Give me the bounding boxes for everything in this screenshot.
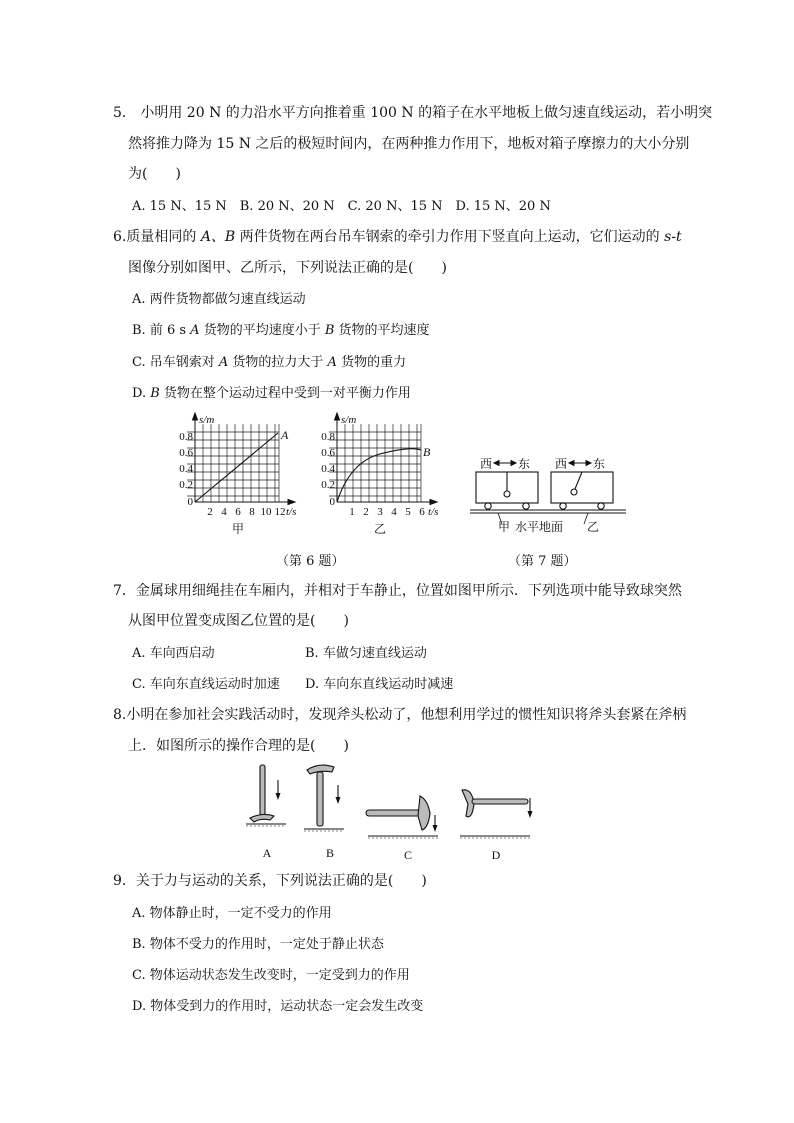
graph-b bbox=[310, 412, 450, 538]
east-label-right: 东 bbox=[593, 457, 606, 471]
q6-italic: A bbox=[190, 323, 200, 338]
q6-text: 6.质量相同的 bbox=[113, 229, 201, 245]
y-tick: 0.6 bbox=[321, 447, 335, 459]
q6-italic: B bbox=[150, 386, 160, 401]
q5-line2: 然将推力降为 15 N 之后的极短时间内，在两种推力作用下，地板对箱子摩擦力的大小分别 bbox=[128, 136, 690, 152]
graph-a-name: 甲 bbox=[231, 522, 245, 536]
q5-line1: 5． 小明用 20 N 的力沿水平方向推着重 100 N 的箱子在水平地板上做匀速直线运动，若小明突 bbox=[113, 105, 713, 121]
graph-a-xlabel: t/s bbox=[286, 506, 297, 518]
y-tick: 0.4 bbox=[321, 463, 335, 475]
q9-option-a: A. 物体静止时，一定不受力的作用 bbox=[132, 906, 332, 921]
q7-option-b: B. 车做匀速直线运动 bbox=[305, 646, 427, 661]
q7-option-a: A. 车向西启动 bbox=[132, 646, 215, 661]
q6-option-c bbox=[132, 354, 406, 372]
west-label-left: 西 bbox=[480, 457, 493, 471]
q9-option-d: D. 物体受到力的作用时，运动状态一定会发生改变 bbox=[132, 999, 424, 1014]
q5-options: A. 15 N、15 N B. 20 N、20 N C. 20 N、15 N D. 15 N、20 N bbox=[132, 199, 551, 214]
q7-line1: 7．金属球用细绳挂在车厢内，并相对于车静止，位置如图甲所示．下列选项中能导致球突然 bbox=[113, 583, 682, 599]
graph-b-name: 乙 bbox=[373, 522, 387, 536]
y-tick: 0 bbox=[329, 496, 335, 508]
x-tick: 12 bbox=[274, 506, 286, 518]
caption-q7: （第 7 题） bbox=[508, 554, 577, 569]
ground-label-mid: 水平地面 bbox=[515, 520, 564, 534]
hammer-label-a: A bbox=[262, 846, 272, 860]
y-tick: 0.2 bbox=[321, 479, 335, 491]
q6-line2: 图像分别如图甲、乙所示，下列说法正确的是( ) bbox=[128, 260, 447, 276]
q6-italic: A bbox=[218, 355, 229, 370]
graph-a-curve-label: A bbox=[281, 428, 289, 442]
car-right bbox=[551, 472, 613, 503]
q6-option-a: A. 两件货物都做匀速直线运动 bbox=[132, 292, 306, 307]
caption-q6: （第 6 题） bbox=[276, 554, 345, 569]
graph-a-ylabel: s/m bbox=[199, 414, 215, 426]
ground-label-left: 甲 bbox=[498, 520, 511, 534]
q6-italic-st: s-t bbox=[664, 229, 682, 245]
q6-text: D. bbox=[132, 386, 151, 401]
x-tick: 6 bbox=[419, 506, 425, 518]
hammer-figure bbox=[240, 760, 540, 866]
x-tick: 6 bbox=[235, 506, 241, 518]
q6-text: C. 吊车钢索对 bbox=[132, 355, 219, 370]
hammer-label-d: D bbox=[491, 848, 501, 862]
y-tick: 0.8 bbox=[321, 431, 335, 443]
q6-option-d bbox=[132, 385, 411, 403]
q6-text: 货物的平均速度小于 bbox=[199, 323, 325, 338]
q9-option-b: B. 物体不受力的作用时，一定处于静止状态 bbox=[132, 937, 384, 952]
x-tick: 1 bbox=[349, 506, 355, 518]
q7-option-c: C. 车向东直线运动时加速 bbox=[132, 677, 280, 692]
q6-text: B. 前 6 s bbox=[132, 323, 191, 338]
q5-line3: 为( ) bbox=[128, 166, 181, 182]
x-tick: 8 bbox=[249, 506, 255, 518]
y-tick: 0 bbox=[187, 496, 193, 508]
q7-option-d: D. 车向东直线运动时减速 bbox=[305, 677, 454, 692]
q6-option-b bbox=[132, 322, 430, 340]
q8-line2: 上．如图所示的操作合理的是( ) bbox=[128, 738, 349, 754]
q6-text: 货物的拉力大于 bbox=[228, 355, 328, 370]
curve-a-line bbox=[195, 433, 278, 502]
curve-b-line bbox=[337, 449, 421, 502]
west-label-right: 西 bbox=[555, 457, 568, 471]
graph-b-curve-label: B bbox=[423, 445, 431, 459]
east-label-left: 东 bbox=[518, 457, 531, 471]
q6-italic-ab: A、B bbox=[200, 229, 236, 245]
y-tick: 0.6 bbox=[179, 447, 193, 459]
q6-text: 货物的重力 bbox=[336, 355, 407, 370]
x-tick: 4 bbox=[391, 506, 397, 518]
x-tick: 3 bbox=[377, 506, 383, 518]
q9-line1: 9．关于力与运动的关系，下列说法正确的是( ) bbox=[113, 873, 427, 889]
q6-italic: B bbox=[324, 323, 335, 338]
x-tick: 2 bbox=[363, 506, 369, 518]
q6-text: 货物在整个运动过程中受到一对平衡力作用 bbox=[159, 386, 411, 401]
x-tick: 10 bbox=[260, 506, 272, 518]
y-tick: 0.2 bbox=[179, 479, 193, 491]
q6-line1 bbox=[113, 228, 682, 246]
y-tick: 0.8 bbox=[179, 431, 193, 443]
hammer-label-b: B bbox=[325, 846, 335, 860]
q6-text: 货物的平均速度 bbox=[334, 323, 430, 338]
ground-label-right: 乙 bbox=[587, 520, 600, 534]
hammer-label-c: C bbox=[403, 848, 413, 862]
x-tick: 4 bbox=[221, 506, 227, 518]
q7-line2: 从图甲位置变成图乙位置的是( ) bbox=[128, 613, 349, 629]
y-tick: 0.4 bbox=[179, 463, 193, 475]
q6-italic: A bbox=[327, 355, 337, 370]
x-tick: 5 bbox=[405, 506, 411, 518]
graph-b-ylabel: s/m bbox=[341, 414, 357, 426]
graph-a bbox=[168, 412, 308, 538]
graph-b-xlabel: t/s bbox=[428, 506, 439, 518]
x-tick: 2 bbox=[207, 506, 213, 518]
q9-option-c: C. 物体运动状态发生改变时，一定受到力的作用 bbox=[132, 968, 410, 983]
train-figure bbox=[468, 452, 630, 534]
q6-text: 两件货物在两台吊车钢索的牵引力作用下竖直向上运动，它们运动的 bbox=[235, 229, 665, 245]
q8-line1: 8.小明在参加社会实践活动时，发现斧头松动了，他想利用学过的惯性知识将斧头套紧在斧柄 bbox=[113, 707, 687, 723]
